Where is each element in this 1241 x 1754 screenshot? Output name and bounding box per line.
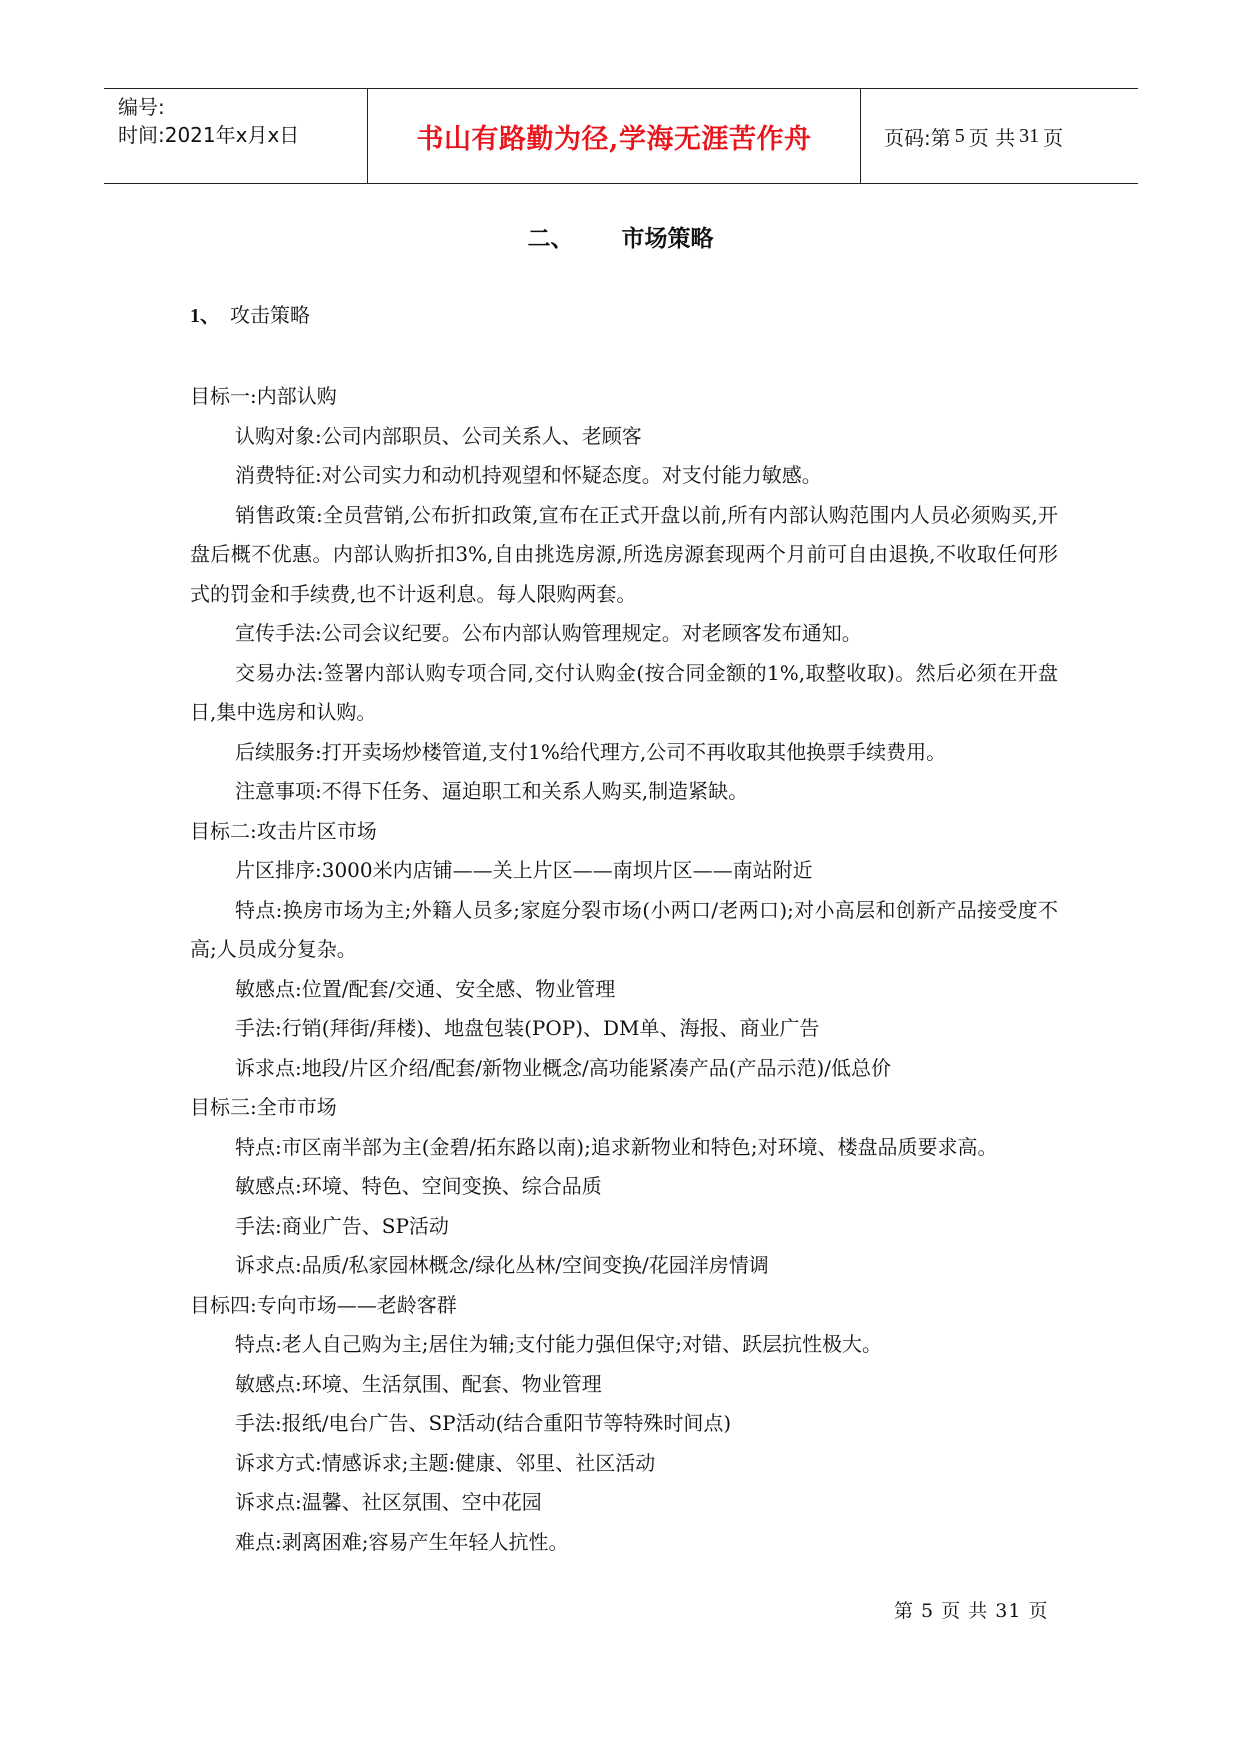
paragraph: 宣传手法:公司会议纪要。公布内部认购管理规定。对老顾客发布通知。 [235,621,862,645]
body-content [190,377,1058,1562]
paragraph: 特点:换房市场为主;外籍人员多;家庭分裂市场(小两口/老两口);对小高层和创新产品接受度不高;人员成分复杂。 [190,897,1058,961]
document-number-label: 编号: [118,95,165,119]
paragraph: 销售政策:全员营销,公布折扣政策,宣布在正式开盘以前,所有内部认购范围内人员必须购买,开盘后概不优惠。内部认购折扣3%,自由挑选房源,所选房源套现两个月前可自由退换,不收取任何形式的罚金和手续费,也不计返利息。每人限购两套。 [190,502,1058,606]
paragraph: 手法:行销(拜街/拜楼)、地盘包装(POP)、DM单、海报、商业广告 [235,1016,820,1040]
goal-heading: 目标三:全市市场 [190,1095,337,1119]
goal-heading: 目标一:内部认购 [190,384,337,408]
paragraph: 诉求点:品质/私家园林概念/绿化丛林/空间变换/花园洋房情调 [235,1253,769,1277]
goal-heading: 目标四:专向市场——老龄客群 [190,1292,457,1317]
paragraph: 消费特征:对公司实力和动机持观望和怀疑态度。对支付能力敏感。 [235,463,822,487]
header-meta [118,93,299,149]
page-header [104,88,1138,184]
paragraph: 特点:老人自己购为主;居住为辅;支付能力强但保守;对错、跃层抗性极大。 [235,1332,882,1356]
header-motto: 书山有路勤为径,学海无涯苦作舟 [416,123,812,155]
header-divider-right [860,89,861,183]
header-page-indicator [872,89,1150,183]
paragraph: 诉求点:地段/片区介绍/配套/新物业概念/高功能紧凑产品(产品示范)/低总价 [235,1055,892,1080]
section-title: 市场策略 [621,226,714,252]
paragraph: 诉求点:温馨、社区氛围、空中花园 [235,1490,542,1514]
paragraph: 敏感点:环境、特色、空间变换、综合品质 [235,1174,602,1198]
paragraph: 特点:市区南半部为主(金碧/拓东路以南);追求新物业和特色;对环境、楼盘品质要求高。 [235,1134,998,1159]
paragraph: 手法:报纸/电台广告、SP活动(结合重阳节等特殊时间点) [235,1411,732,1435]
page-middle: 页 共 [968,125,1016,150]
subsection-number: 1、 [190,305,220,327]
page-suffix: 页 [1043,125,1064,150]
paragraph: 难点:剥离困难;容易产生年轻人抗性。 [235,1529,569,1554]
paragraph: 敏感点:环境、生活氛围、配套、物业管理 [235,1371,602,1396]
goal-heading: 目标二:攻击片区市场 [190,818,377,843]
document-time-label: 时间:2021年x月x日 [118,123,300,147]
page-total: 31 [1019,124,1040,147]
section-heading [0,220,1241,253]
page-prefix: 页码:第 [884,125,951,150]
paragraph: 认购对象:公司内部职员、公司关系人、老顾客 [235,423,642,448]
paragraph: 交易办法:签署内部认购专项合同,交付认购金(按合同金额的1%,取整收取)。然后必须在开盘日,集中选房和认购。 [190,660,1058,724]
paragraph: 后续服务:打开卖场炒楼管道,支付1%给代理方,公司不再收取其他换票手续费用。 [235,739,947,764]
section-number: 二、 [527,226,574,252]
paragraph: 诉求方式:情感诉求;主题:健康、邻里、社区活动 [235,1450,656,1475]
page-current: 5 [954,124,965,147]
paragraph: 手法:商业广告、SP活动 [235,1213,449,1238]
subsection-title: 攻击策略 [230,303,310,327]
paragraph: 片区排序:3000米内店铺——关上片区——南坝片区——南站附近 [235,858,813,882]
page-footer: 第 5 页 共 31 页 [894,1600,1049,1622]
paragraph: 敏感点:位置/配套/交通、安全感、物业管理 [235,976,616,1001]
paragraph: 注意事项:不得下任务、逼迫职工和关系人购买,制造紧缺。 [235,779,749,803]
subsection-heading [190,299,310,328]
